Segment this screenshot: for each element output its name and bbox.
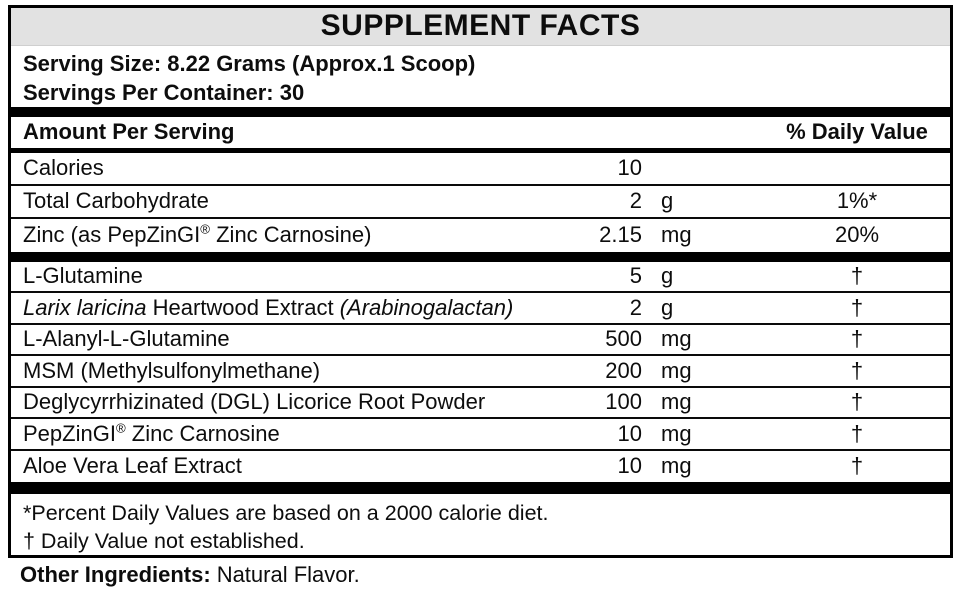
serving-info-section (11, 46, 950, 107)
ingredient-name (11, 421, 536, 447)
ingredient-amount: 100 (605, 389, 642, 415)
ingredient-name-text: Calories (23, 155, 104, 180)
section-divider (11, 252, 950, 262)
ingredient-amount: 500 (605, 326, 642, 352)
ingredient-name-italic: (Arabinogalactan) (339, 294, 514, 320)
table-row-dgl-licorice (11, 388, 950, 420)
registered-mark: ® (115, 420, 126, 436)
ingredient-amount: 10 (617, 155, 642, 180)
table-row-aloe-vera (11, 451, 950, 483)
column-header-row (11, 117, 950, 148)
ingredient-name-text: MSM (Methylsulfonylmethane) (23, 357, 321, 383)
ingredient-amount: 5 (629, 263, 642, 289)
supplement-facts-panel (8, 5, 953, 558)
ingredient-name (11, 188, 536, 214)
ingredient-unit: mg (661, 453, 692, 479)
ingredient-amount: 2.15 (599, 222, 642, 247)
ingredient-name (11, 326, 536, 352)
ingredient-dv: † (850, 420, 864, 446)
table-row-l-alanyl-l-glutamine (11, 325, 950, 357)
footnote-percent-daily-value: *Percent Daily Values are based on a 2000 calorie diet. (23, 501, 549, 525)
ingredient-dv: † (850, 294, 864, 320)
other-ingredients-label: Other Ingredients: (20, 562, 211, 587)
ingredient-name-text: L-Alanyl-L-Glutamine (23, 326, 230, 352)
footnote-daily-value-not-established: † Daily Value not established. (23, 529, 305, 553)
ingredient-name (11, 453, 536, 479)
ingredient-amount: 2 (629, 188, 642, 213)
ingredient-unit: mg (661, 389, 692, 415)
ingredient-amount: 2 (629, 294, 642, 320)
ingredient-unit: mg (661, 357, 692, 383)
serving-size-line: Serving Size: 8.22 Grams (Approx.1 Scoop) (23, 50, 476, 76)
title-bar (11, 8, 950, 46)
ingredient-name-text: Zinc Carnosine) (210, 222, 372, 247)
table-row-pepzingi (11, 419, 950, 451)
ingredient-dv: † (850, 389, 864, 415)
ingredient-name-italic: Larix laricina (23, 294, 147, 320)
daily-value-header: % Daily Value (786, 119, 928, 144)
ingredient-name-text: PepZinGI (23, 420, 116, 446)
ingredient-unit: g (661, 294, 674, 320)
ingredient-unit: mg (661, 326, 692, 352)
other-ingredients-line (20, 562, 360, 588)
ingredient-unit: g (661, 263, 674, 289)
ingredient-name (11, 263, 536, 289)
ingredient-name-text: Heartwood Extract (146, 294, 340, 320)
ingredient-name-text: Zinc (as PepZinGI (23, 222, 201, 247)
ingredient-name-text: Zinc Carnosine (125, 420, 280, 446)
ingredient-unit: mg (661, 420, 692, 446)
ingredient-dv: † (850, 263, 864, 289)
ingredient-unit: mg (661, 222, 692, 247)
ingredient-amount: 10 (617, 420, 642, 446)
table-row-msm (11, 356, 950, 388)
ingredient-name-text: Deglycyrrhizinated (DGL) Licorice Root Powder (23, 389, 486, 415)
ingredient-name (11, 222, 536, 248)
other-ingredients-value: Natural Flavor. (216, 562, 360, 587)
ingredient-dv: † (850, 453, 864, 479)
ingredient-unit: g (661, 188, 674, 213)
ingredient-name (11, 358, 536, 384)
ingredient-name-text: Total Carbohydrate (23, 188, 209, 213)
section-divider (11, 482, 950, 494)
amount-per-serving-header: Amount Per Serving (23, 119, 235, 144)
ingredient-dv: † (850, 357, 864, 383)
section-divider (11, 107, 950, 117)
footnotes-section (11, 494, 950, 555)
ingredient-name (11, 155, 536, 181)
ingredient-name-text: L-Glutamine (23, 263, 143, 289)
ingredient-dv: 1%* (836, 188, 878, 213)
ingredient-amount: 200 (605, 357, 642, 383)
ingredient-name (11, 295, 536, 321)
ingredient-name-text: Aloe Vera Leaf Extract (23, 453, 242, 479)
registered-mark: ® (200, 221, 210, 237)
servings-per-container-line: Servings Per Container: 30 (23, 79, 305, 105)
table-row-total-carbohydrate (11, 186, 950, 219)
table-row-calories (11, 153, 950, 186)
table-row-larix-laricina (11, 293, 950, 325)
ingredient-amount: 10 (617, 453, 642, 479)
page-title: SUPPLEMENT FACTS (320, 9, 641, 43)
table-row-l-glutamine (11, 262, 950, 294)
ingredient-dv: † (850, 326, 864, 352)
ingredient-dv: 20% (834, 222, 880, 247)
table-row-zinc (11, 219, 950, 252)
ingredient-name (11, 389, 536, 415)
